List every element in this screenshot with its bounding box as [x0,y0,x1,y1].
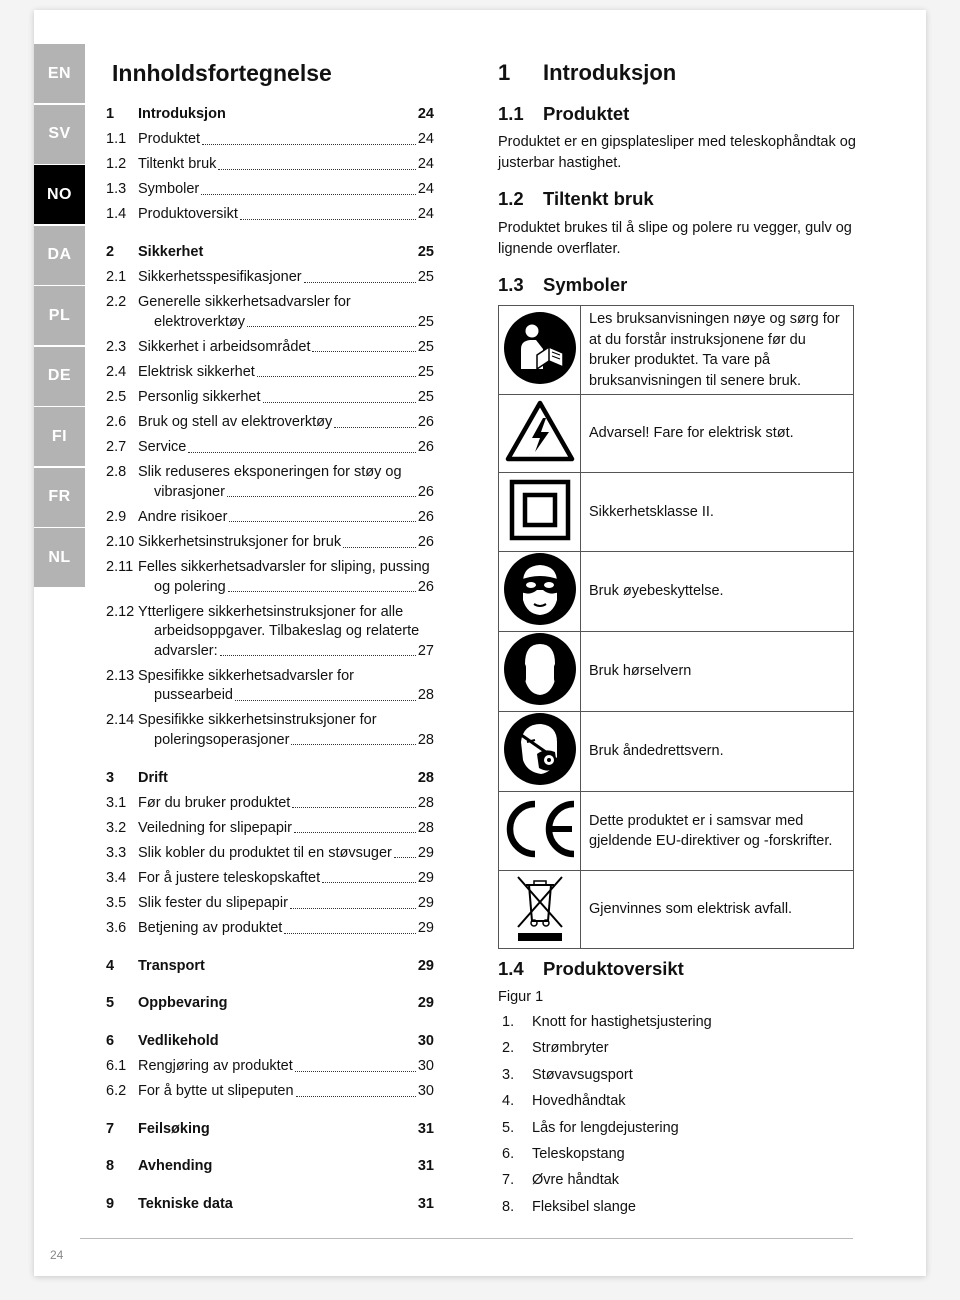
toc-entry-title: Slik fester du slipepapir [138,895,288,911]
toc-entry-line [138,731,434,751]
toc-entry-number: 2 [106,244,115,260]
toc-entry-title: vibrasjoner [154,483,225,500]
symbol-description: Bruk åndedrettsvern. [581,712,854,792]
toc-entry-page: 29 [417,920,434,937]
toc-entry-title: For å bytte ut slipeputen [138,1083,294,1100]
toc-entry-title: Ytterligere sikkerhetsinstruksjoner for alle [138,603,404,620]
toc-entry-page: 29 [417,995,434,1012]
toc-entry-number: 2.13 [106,667,135,684]
toc-entry-page: 25 [417,244,434,260]
toc-entry-page: 25 [417,389,434,405]
toc-entry-page: 29 [417,869,434,886]
list-item-number: 5. [502,1119,515,1136]
toc-entry-text [138,463,434,502]
list-item-label: Lås for lengdejustering [532,1119,679,1136]
section-1-4-number: 1.4 [498,958,524,979]
toc-entry-number: 3.4 [106,869,127,886]
toc-entry-number: 1.4 [106,206,127,223]
toc-entry-page: 26 [417,439,434,456]
toc-entry-title: Generelle sikkerhetsadvarsler for [138,294,351,311]
toc-entry-number: 3.6 [106,920,127,937]
toc-entry-title: Personlig sikkerhet [138,389,261,405]
toc-entry-title: Spesifikke sikkerhetsinstruksjoner for [138,712,377,729]
toc-entry-line [138,533,434,553]
toc-entry-title: Slik kobler du produktet til en støvsuger [138,844,392,861]
symbol-description: Bruk øyebeskyttelse. [581,552,854,632]
toc-entry-text [138,667,434,706]
toc-entry-title: Transport [138,957,205,974]
toc-entry-line [138,1082,434,1102]
toc-entry-page: 30 [417,1032,434,1049]
toc-entry-line [138,130,434,150]
toc-entry-line [138,243,434,263]
toc-entry-number: 1.3 [106,181,127,198]
toc-leader-dots [284,933,416,934]
toc-leader-dots [292,807,416,808]
toc-entry-number: 2.7 [106,439,127,456]
symbol-description: Sikkerhetsklasse II. [581,473,854,552]
list-item-label: Teleskopstang [532,1146,625,1162]
toc-entry-text [138,533,434,553]
section-1-heading [498,60,677,86]
toc-entry-text [138,1195,434,1215]
toc-entry-title: Betjening av produktet [138,920,283,937]
toc-entry-text [138,130,434,150]
toc-entry-page: 26 [417,508,434,525]
list-item-label: Hovedhåndtak [532,1093,626,1110]
toc-entry-text [138,1082,434,1102]
toc-leader-dots [228,591,416,592]
toc-entry-title: Vedlikehold [138,1032,219,1049]
toc-entry-number: 2.6 [106,414,127,431]
section-1-2-text: Produktet brukes til å slipe og polere ru vegger, gulv og lignende overflater. [498,220,852,257]
toc-entry-page: 28 [417,731,434,748]
section-1-title: Introduksjon [543,60,677,85]
toc-entry-page: 29 [417,844,434,861]
toc-entry-page: 24 [417,106,434,122]
toc-entry-title: elektroverktøy [154,313,246,330]
language-tab-de[interactable]: DE [34,347,85,406]
toc-entry-title: Produktet [138,131,201,148]
toc-entry-page: 25 [417,269,434,286]
toc-entry-title: Service [138,439,187,456]
toc-entry-text [138,1157,434,1177]
safety-class-ii-icon [499,473,581,552]
symbol-description: Dette produktet er i samsvar med gjeldende EU-direktiver og -forskrifter. [581,792,854,871]
toc-entry-number: 2.11 [106,559,134,576]
symbol-description: Bruk hørselvern [581,632,854,712]
symbol-row [499,712,854,792]
toc-entry-line [138,205,434,225]
toc-entry-number: 2.2 [106,294,127,311]
toc-entry-line [138,1157,434,1177]
toc-entry-page: 26 [417,414,434,431]
toc-entry-page: 27 [417,642,434,659]
toc-entry-number: 7 [106,1120,115,1137]
toc-entry-number: 3.1 [106,794,127,811]
toc-entry-title: og polering [154,578,226,595]
toc-entry-text [138,994,434,1014]
toc-entry-line [138,313,434,333]
toc-entry-title: Andre risikoer [138,508,228,525]
language-tab-fi[interactable]: FI [34,407,85,466]
toc-leader-dots [201,194,416,195]
section-1-1-text: Produktet er en gipsplatesliper med teleskophåndtak og justerbar hastighet. [498,134,856,171]
toc-entry-number: 2.9 [106,508,127,525]
section-1-number: 1 [498,60,511,85]
toc-entry-number: 3 [106,769,115,786]
list-item-number: 3. [502,1066,515,1083]
toc-leader-dots [322,882,416,883]
list-item-label: Knott for hastighetsjustering [532,1014,712,1030]
toc-entry-title: Veiledning for slipepapir [138,819,292,836]
toc-entry-page: 26 [417,578,434,595]
page-number: 24 [50,1248,64,1262]
ce-mark-icon [499,792,581,871]
toc-entry-title: Feilsøking [138,1120,210,1137]
symbol-row [499,792,854,871]
read-manual-icon [499,306,581,395]
toc-entry-line [138,819,434,839]
section-1-3-number: 1.3 [498,274,524,295]
toc-entry-line [138,363,434,383]
toc-entry-page: 25 [417,313,434,330]
toc-entry-number: 9 [106,1195,115,1212]
symbols-table [498,305,854,949]
toc-entry-page: 25 [417,363,434,380]
toc-leader-dots [235,700,416,701]
toc-entry-title: Rengjøring av produktet [138,1058,293,1074]
toc-entry-text [138,869,434,889]
toc-entry-page: 24 [417,206,434,223]
toc-entry-line [138,438,434,458]
toc-entry-title: Elektrisk sikkerhet [138,363,255,380]
toc-entry-line [138,1195,434,1215]
toc-entry-text [138,769,434,789]
list-item-number: 6. [502,1146,515,1162]
toc-entry-page: 25 [417,338,434,355]
toc-entry-text [138,438,434,458]
toc-leader-dots [263,402,416,403]
list-item-label: Strømbryter [532,1040,609,1057]
toc-entry-line [138,769,434,789]
toc-entry-page: 28 [417,819,434,836]
symbol-description: Gjenvinnes som elektrisk avfall. [581,871,854,949]
toc-leader-dots [290,908,416,909]
toc-entry-line [138,483,434,503]
toc-entry-page: 24 [417,131,434,148]
eye-protection-icon [499,552,581,632]
toc-entry-line [138,794,434,814]
toc-entry-line [138,994,434,1014]
symbol-row [499,473,854,552]
language-tab-fr[interactable]: FR [34,468,85,527]
toc-entry-text [138,844,434,864]
toc-entry-page: 30 [417,1083,434,1100]
toc-entry-number: 2.8 [106,464,127,481]
toc-entry-page: 31 [417,1120,434,1137]
toc-entry-line [138,957,434,977]
toc-leader-dots [394,857,416,858]
section-1-2-title: Tiltenkt bruk [543,188,654,209]
toc-entry-text [138,388,434,408]
toc-entry-text [138,105,434,125]
symbol-row [499,306,854,395]
toc-entry-text [138,919,434,939]
toc-entry-title: arbeidsoppgaver. Tilbakeslag og relaterte [154,623,420,640]
toc-entry-line [138,338,434,358]
toc-entry-title: Symboler [138,181,200,198]
toc-entry-line [138,413,434,433]
toc-leader-dots [247,326,416,327]
language-tabs [34,44,85,589]
list-item-number: 7. [502,1172,515,1189]
list-item-number: 8. [502,1198,515,1215]
toc-entry-line [138,388,434,408]
toc-entry-number: 2.4 [106,363,127,380]
symbol-row [499,632,854,712]
toc-entry-line [138,1032,434,1052]
toc-entry-page: 29 [417,957,434,974]
toc-entry-line [138,1057,434,1077]
toc-entry-title: Oppbevaring [138,995,228,1012]
language-tab-pl[interactable]: PL [34,286,85,345]
toc-entry-title: Før du bruker produktet [138,794,291,811]
toc-leader-dots [334,427,416,428]
toc-entry-text [138,293,434,332]
toc-entry-page: 30 [417,1058,434,1074]
footer-divider [80,1238,853,1239]
toc-entry-text [138,957,434,977]
toc-leader-dots [202,144,416,145]
toc-entry-text [138,1032,434,1052]
toc-entry-line [138,894,434,914]
hearing-protection-icon [499,632,581,712]
toc-entry-title: For å justere teleskopskaftet [138,869,321,886]
toc-leader-dots [257,376,416,377]
toc-entry-number: 6.1 [106,1058,127,1074]
toc-entry-title: Spesifikke sikkerhetsadvarsler for [138,667,354,684]
document-page [34,10,926,1276]
toc-entry-line [138,869,434,889]
symbol-description: Advarsel! Fare for elektrisk støt. [581,395,854,473]
section-1-2-number: 1.2 [498,188,524,209]
toc-entry-number: 2.1 [106,269,127,286]
toc-entry-text [138,363,434,383]
language-tab-no[interactable]: NO [34,165,85,224]
toc-leader-dots [188,452,416,453]
symbol-row [499,871,854,949]
toc-leader-dots [304,282,416,283]
toc-entry-text [138,819,434,839]
toc-entry-title: poleringsoperasjoner [154,731,290,748]
toc-entry-text [138,413,434,433]
language-tab-en[interactable]: EN [34,44,85,103]
toc-entry-text [138,603,434,662]
section-1-3-title: Symboler [543,274,628,295]
toc-entry-title: Drift [138,769,168,786]
toc-entry-number: 1.1 [106,131,127,148]
toc-entry-page: 28 [417,769,434,786]
toc-entry-text [138,508,434,528]
toc-entry-line [138,686,434,706]
list-item-number: 1. [502,1014,515,1030]
toc-entry-title: Bruk og stell av elektroverktøy [138,414,333,431]
toc-entry-title: Sikkerhetsspesifikasjoner [138,269,302,286]
section-1-1-number: 1.1 [498,103,524,124]
toc-leader-dots [312,351,415,352]
section-1-4-heading [498,958,684,980]
toc-leader-dots [295,1071,416,1072]
toc-entry-line [138,508,434,528]
toc-entry-text [138,1120,434,1140]
list-item-label: Fleksibel slange [532,1198,636,1215]
toc-entry-page: 24 [417,181,434,198]
toc-entry-text [138,794,434,814]
toc-entry-number: 6.2 [106,1083,127,1100]
toc-entry-title: advarsler: [154,642,218,659]
toc-entry-line [138,268,434,288]
language-tab-nl[interactable]: NL [34,528,85,587]
toc-entry-line [138,642,434,662]
toc-entry-number: 3.3 [106,844,127,861]
toc-entry-title: Introduksjon [138,106,226,122]
electric-warning-icon [499,395,581,473]
toc-entry-number: 3.5 [106,895,127,911]
figure-caption: Figur 1 [498,989,544,1005]
list-item-label: Støvavsugsport [532,1066,633,1083]
toc-entry-page: 31 [417,1195,434,1212]
toc-entry-text [138,338,434,358]
toc-entry-text [138,894,434,914]
toc-entry-title: pussearbeid [154,687,233,704]
toc-entry-title: Tekniske data [138,1195,233,1212]
toc-entry-title: Avhending [138,1158,213,1175]
symbol-row [499,552,854,632]
section-1-3-heading [498,274,628,296]
weee-bin-icon [499,871,581,949]
toc-entry-text [138,1057,434,1077]
section-1-1-heading [498,103,630,125]
toc-leader-dots [218,169,415,170]
toc-entry-title: Felles sikkerhetsadvarsler for sliping, pussing [138,559,430,576]
toc-entry-title: Sikkerhet i arbeidsområdet [138,338,311,355]
toc-entry-text [138,711,434,750]
toc-leader-dots [227,496,416,497]
symbol-row [499,395,854,473]
toc-entry-number: 2.3 [106,338,127,355]
toc-entry-line [138,919,434,939]
toc-leader-dots [294,832,416,833]
toc-entry-page: 28 [417,794,434,811]
toc-entry-line [138,180,434,200]
toc-entry-line [138,105,434,125]
respiratory-protection-icon [499,712,581,792]
toc-leader-dots [220,655,416,656]
section-1-4-title: Produktoversikt [543,958,684,979]
toc-entry-number: 2.5 [106,389,127,405]
toc-entry-number: 2.12 [106,603,135,620]
toc-entry-number: 2.10 [106,534,135,550]
section-1-2-heading [498,188,654,210]
toc-entry-number: 3.2 [106,819,127,836]
toc-entry-text [138,243,434,263]
toc-entry-line [138,155,434,175]
toc-leader-dots [343,547,416,548]
toc-entry-title: Produktoversikt [138,206,238,223]
toc-entry-text [138,180,434,200]
toc-entry-title: Sikkerhetsinstruksjoner for bruk [138,534,342,550]
toc-entry-number: 4 [106,957,115,974]
toc-entry-line [138,578,434,598]
list-item-number: 4. [502,1093,515,1110]
toc-entry-number: 8 [106,1158,115,1175]
list-item-label: Øvre håndtak [532,1172,620,1189]
toc-entry-title: Sikkerhet [138,244,204,260]
toc-entry-number: 5 [106,995,115,1012]
symbol-description: Les bruksanvisningen nøye og sørg for at du forstår instruksjonene før du bruker produktet. Ta vare på bruksanvisningen til senere bruk. [581,306,854,395]
language-tab-sv[interactable]: SV [34,105,85,164]
toc-entry-page: 26 [417,483,434,500]
toc-entry-text [138,558,434,597]
toc-entry-title: Slik reduseres eksponeringen for støy og [138,464,402,481]
toc-entry-number: 1.2 [106,156,127,173]
toc-leader-dots [229,521,415,522]
toc-entry-line [138,844,434,864]
toc-entry-text [138,155,434,175]
toc-entry-text [138,268,434,288]
toc-entry-number: 6 [106,1032,115,1049]
language-tab-da[interactable]: DA [34,226,85,285]
section-1-1-title: Produktet [543,103,630,124]
toc-leader-dots [291,744,415,745]
toc-entry-text [138,205,434,225]
toc-entry-page: 24 [417,156,434,173]
list-item-number: 2. [502,1040,515,1057]
toc-entry-title: Tiltenkt bruk [138,156,217,173]
toc-leader-dots [296,1096,416,1097]
toc-entry-page: 29 [417,895,434,911]
toc-leader-dots [240,219,416,220]
toc-entry-number: 1 [106,106,115,122]
toc-title: Innholdsfortegnelse [112,60,332,86]
toc-entry-page: 26 [417,534,434,550]
toc-entry-page: 28 [417,687,434,704]
toc-entry-number: 2.14 [106,712,135,729]
toc-entry-page: 31 [417,1158,434,1175]
toc-entry-line [138,1120,434,1140]
